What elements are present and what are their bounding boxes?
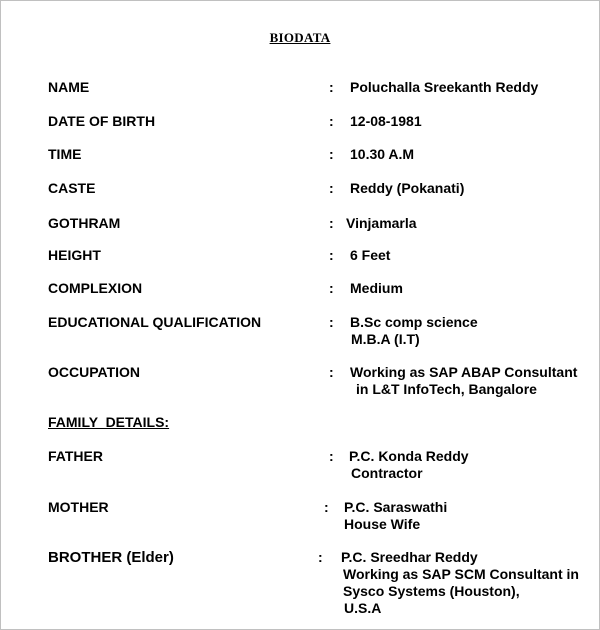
value-father-name: P.C. Konda Reddy <box>349 448 469 464</box>
value-time-line: 10.30 A.M <box>350 146 415 162</box>
separator-time: : <box>329 146 334 162</box>
separator-occupation: : <box>329 364 334 380</box>
value-brother-occupation-line-1: Working as SAP SCM Consultant in <box>343 566 579 582</box>
value-name <box>350 79 538 96</box>
value-father <box>349 448 469 482</box>
label-father: FATHER <box>48 448 103 464</box>
separator-brother-elder: : <box>318 549 323 565</box>
value-caste <box>350 180 464 197</box>
label-time: TIME <box>48 146 82 162</box>
separator-mother: : <box>324 499 329 515</box>
value-height <box>350 247 390 264</box>
value-father-occupation: Contractor <box>351 465 423 481</box>
value-brother-elder <box>341 549 579 617</box>
value-mother-occupation: House Wife <box>344 516 421 532</box>
label-complexion: COMPLEXION <box>48 280 143 296</box>
label-date-of-birth: DATE OF BIRTH <box>48 113 156 129</box>
separator-gothram: : <box>329 215 334 231</box>
value-complexion <box>350 280 403 297</box>
separator-educational-qualification: : <box>329 314 334 330</box>
value-mother <box>344 499 447 533</box>
value-occupation-line-1: Working as SAP ABAP Consultant <box>350 364 578 380</box>
value-mother-name: P.C. Saraswathi <box>344 499 448 515</box>
value-brother-occupation-line-2: Sysco Systems (Houston), <box>343 583 520 599</box>
value-occupation <box>350 364 577 398</box>
label-caste: CASTE <box>48 180 96 196</box>
label-mother: MOTHER <box>48 499 109 515</box>
separator-father: : <box>329 448 334 464</box>
separator-caste: : <box>329 180 334 196</box>
separator-complexion: : <box>329 280 334 296</box>
document-title: BIODATA <box>269 30 331 45</box>
value-gothram <box>346 215 417 232</box>
value-name-line: Poluchalla Sreekanth Reddy <box>350 79 539 95</box>
value-brother-name: P.C. Sreedhar Reddy <box>341 549 478 565</box>
value-gothram-line: Vinjamarla <box>346 215 417 231</box>
family-details-heading: FAMILY DETAILS: <box>48 414 170 430</box>
value-education-line-2: M.B.A (I.T) <box>351 331 420 347</box>
value-caste-line: Reddy (Pokanati) <box>350 180 465 196</box>
label-height: HEIGHT <box>48 247 101 263</box>
value-education-line-1: B.Sc comp science <box>350 314 478 330</box>
value-brother-location: U.S.A <box>344 600 382 616</box>
value-height-line: 6 Feet <box>350 247 391 263</box>
label-name: NAME <box>48 79 90 95</box>
separator-date-of-birth: : <box>329 113 334 129</box>
value-occupation-line-2: in L&T InfoTech, Bangalore <box>356 381 537 397</box>
label-educational-qualification: EDUCATIONAL QUALIFICATION <box>48 314 262 330</box>
value-educational-qualification <box>350 314 478 348</box>
separator-height: : <box>329 247 334 263</box>
label-brother-elder: BROTHER (Elder) <box>48 549 174 566</box>
value-date-of-birth <box>350 113 422 130</box>
value-complexion-line: Medium <box>350 280 403 296</box>
value-date-of-birth-line: 12-08-1981 <box>350 113 422 129</box>
value-time <box>350 146 414 163</box>
separator-name: : <box>329 79 334 95</box>
label-gothram: GOTHRAM <box>48 215 121 231</box>
label-occupation: OCCUPATION <box>48 364 141 380</box>
